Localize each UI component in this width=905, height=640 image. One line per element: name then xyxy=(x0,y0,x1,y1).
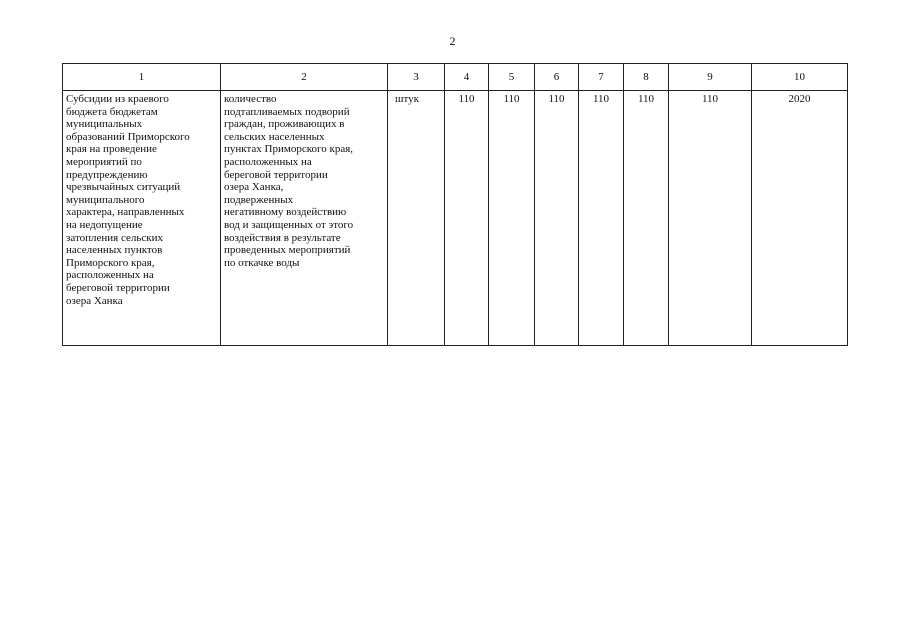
indicator-name-line: негативному воздействию xyxy=(224,206,347,219)
indicator-name-line: по откачке воды xyxy=(224,256,300,269)
header-cell-10: 10 xyxy=(752,64,848,91)
indicator-name-line: расположенных на xyxy=(224,155,312,168)
page-number: 2 xyxy=(449,34,456,48)
subsidy-name-line: муниципального xyxy=(66,193,145,206)
subsidy-name-line: на недопущение xyxy=(66,218,143,231)
subsidy-name-cell xyxy=(63,91,221,346)
indicator-name-line: воздействия в результате xyxy=(224,231,341,244)
header-cell-6: 6 xyxy=(535,64,579,91)
header-cell-4: 4 xyxy=(445,64,489,91)
value-cell-5: 110 xyxy=(489,91,535,346)
header-cell-5: 5 xyxy=(489,64,535,91)
subsidy-name-line: муниципальных xyxy=(66,118,143,131)
indicator-name-line: вод и защищенных от этого xyxy=(224,218,354,231)
subsidy-name-line: бюджета бюджетам xyxy=(66,105,158,118)
value-cell-4: 110 xyxy=(445,91,489,346)
value-cell-9: 110 xyxy=(669,91,752,346)
subsidy-name-line: мероприятий по xyxy=(66,155,142,168)
subsidy-name-line: береговой территории xyxy=(66,281,170,294)
value-cell-6: 110 xyxy=(535,91,579,346)
unit-cell: штук xyxy=(388,91,445,346)
indicator-name-line: пунктах Приморского края, xyxy=(224,143,354,156)
header-cell-1: 1 xyxy=(63,64,221,91)
indicator-name-line: сельских населенных xyxy=(224,130,325,143)
subsidy-name-line: края на проведение xyxy=(66,143,157,156)
subsidy-name-line: населенных пунктов xyxy=(66,244,163,257)
header-cell-7: 7 xyxy=(579,64,624,91)
indicator-name-line: проведенных мероприятий xyxy=(224,244,351,257)
year-cell: 2020 xyxy=(752,91,848,346)
subsidy-name-line: затопления сельских xyxy=(66,231,163,244)
header-cell-3: 3 xyxy=(388,64,445,91)
subsidy-name-line: характера, направленных xyxy=(66,206,185,219)
indicator-name-line: береговой территории xyxy=(224,168,328,181)
value-cell-8: 110 xyxy=(624,91,669,346)
subsidy-name-line: чрезвычайных ситуаций xyxy=(66,181,181,194)
subsidy-name-line: озера Ханка xyxy=(66,294,123,307)
indicator-name-cell xyxy=(221,91,388,346)
indicator-name-line: озера Ханка, xyxy=(224,181,284,194)
value-cell-7: 110 xyxy=(579,91,624,346)
indicator-name-line: граждан, проживающих в xyxy=(224,118,345,131)
indicator-name-line: подтапливаемых подворий xyxy=(224,105,350,118)
header-cell-2: 2 xyxy=(221,64,388,91)
subsidy-name-line: Субсидии из краевого xyxy=(66,93,169,105)
header-cell-9: 9 xyxy=(669,64,752,91)
subsidy-name-line: Приморского края, xyxy=(66,256,155,269)
indicator-name-line: количество xyxy=(224,93,277,105)
indicator-name-line: подверженных xyxy=(224,193,294,206)
table-row xyxy=(63,91,848,346)
subsidy-name-line: образований Приморского xyxy=(66,130,190,143)
subsidy-name-line: предупреждению xyxy=(66,168,148,181)
subsidy-name-line: расположенных на xyxy=(66,269,154,282)
indicator-table xyxy=(62,63,848,346)
header-cell-8: 8 xyxy=(624,64,669,91)
table-header-row xyxy=(63,64,848,91)
